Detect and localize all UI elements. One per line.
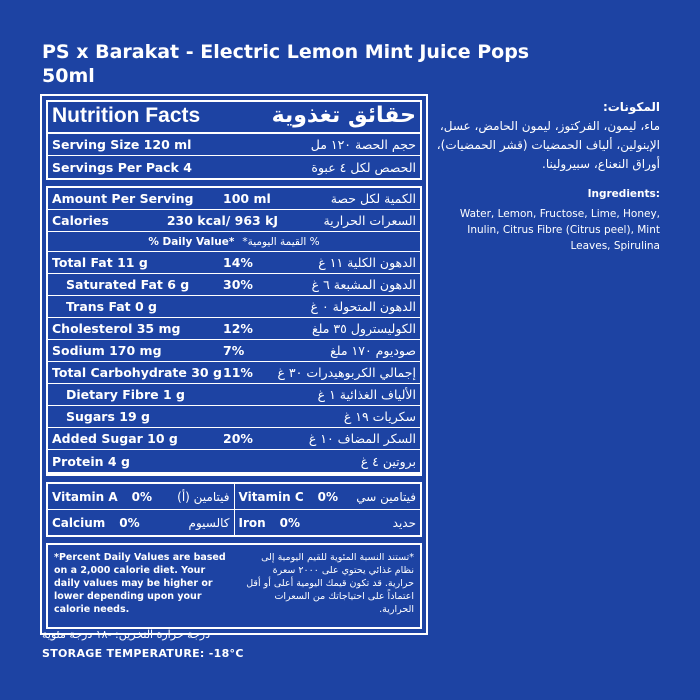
daily-value-header	[48, 232, 420, 252]
ingredients-english	[430, 186, 660, 254]
nutrient-label-ar: السكر المضاف ١٠ غ	[308, 431, 416, 446]
amount-per-serving-value: 100 ml	[223, 191, 271, 206]
amount-per-serving-row	[48, 188, 420, 210]
amount-per-serving-en: Amount Per Serving	[52, 191, 194, 206]
nutrient-label-ar: صوديوم ١٧٠ ملغ	[330, 343, 416, 358]
vitamin-label-ar: كالسيوم	[188, 515, 230, 530]
ingredients-heading-ar: المكونات:	[602, 100, 660, 114]
nutrient-label-ar: الألياف الغذائية ١ غ	[317, 387, 416, 402]
ingredients-text-ar: ماء، ليمون، الفركتوز، ليمون الحامض، عسل، الإينولين، ألياف الحمضيات (قشر الحمضيات)، أوراق النعناع، سبيرولينا.	[436, 119, 660, 171]
storage-temperature-en: STORAGE TEMPERATURE: -18°C	[42, 647, 244, 660]
vitamin-row	[48, 510, 420, 535]
nutrient-label-ar: الدهون الكلية ١١ غ	[318, 255, 416, 270]
nutrient-daily-value: 12%	[223, 321, 253, 336]
nutrient-label-en: Saturated Fat 6 g	[66, 277, 190, 292]
calories-label: Calories	[52, 213, 109, 228]
nutrition-heading-en: Nutrition Facts	[52, 103, 201, 127]
ingredients-heading-en: Ingredients:	[587, 188, 660, 200]
nutrient-label-en: Sodium 170 mg	[52, 343, 162, 358]
nutrition-header	[48, 102, 420, 134]
serving-size-en: Serving Size 120 ml	[52, 137, 192, 152]
vitamin-label-en: Vitamin C	[238, 489, 304, 504]
nutrient-daily-value: 7%	[223, 343, 245, 358]
vitamins-table	[46, 482, 422, 537]
nutrient-row	[48, 296, 420, 318]
servings-per-pack-ar: الحصص لكل ٤ عبوة	[311, 159, 416, 175]
nutrient-label-en: Added Sugar 10 g	[52, 431, 178, 446]
nutrition-facts-panel	[40, 94, 428, 635]
nutrient-daily-value: 30%	[223, 277, 253, 292]
nutrient-label-ar: الدهون المتحولة ٠ غ	[310, 299, 416, 314]
vitamin-row	[48, 484, 420, 510]
vitamin-label-en: Calcium	[52, 515, 106, 530]
vitamin-label-en: Vitamin A	[52, 489, 118, 504]
vitamin-label-ar: حديد	[392, 515, 416, 530]
amount-per-serving-ar: الكمية لكل حصة	[330, 191, 416, 206]
nutrient-daily-value: 11%	[223, 365, 253, 380]
servings-per-pack-en: Servings Per Pack 4	[52, 159, 192, 175]
vitamin-pct: 0%	[279, 515, 301, 530]
nutrient-label-en: Sugars 19 g	[66, 409, 150, 424]
nutrient-label-en: Protein 4 g	[52, 453, 130, 469]
nutrient-row	[48, 340, 420, 362]
nutrient-row	[48, 406, 420, 428]
daily-value-en: % Daily Value*	[148, 235, 235, 248]
nutrient-row	[48, 384, 420, 406]
nutrition-heading-ar: حقائق تغذوية	[271, 103, 416, 128]
nutrient-label-ar: بروتين ٤ غ	[360, 453, 416, 469]
nutrient-row	[48, 252, 420, 274]
vitamin-label-ar: فيتامين سي	[356, 489, 416, 504]
vitamin-label-ar: فيتامين (أ)	[177, 489, 230, 504]
nutrient-label-ar: الكوليسترول ٣٥ ملغ	[311, 321, 416, 336]
ingredients-text-en: Water, Lemon, Fructose, Lime, Honey, Inulin, Citrus Fibre (Citrus peel), Mint Leaves, Spirulina	[459, 208, 660, 252]
storage-info	[42, 628, 244, 660]
calories-ar: السعرات الحرارية	[323, 213, 416, 228]
vitamin-pct: 0%	[119, 515, 140, 530]
nutrient-label-en: Total Fat 11 g	[52, 255, 148, 270]
footnote-ar: *تستند النسبة المئوية للقيم اليومية إلى نظام غذائي يحتوي على ٢٠٠٠ سعرة حرارية. قد تكون قيمك اليومية أعلى أو أقل اعتماداً على احتياجاتك من السعرات الحرارية.	[246, 552, 414, 615]
calories-row	[48, 210, 420, 232]
nutrient-row	[48, 450, 420, 472]
nutrient-row	[48, 428, 420, 450]
nutrient-daily-value: 20%	[223, 431, 253, 446]
servings-per-pack-row	[48, 156, 420, 178]
vitamin-cell	[48, 510, 234, 535]
nutrient-row	[48, 274, 420, 296]
nutrient-label-en: Trans Fat 0 g	[66, 299, 158, 314]
nutrient-label-ar: سكريات ١٩ غ	[343, 409, 416, 424]
nutrient-label-en: Total Carbohydrate 30 g	[52, 365, 222, 380]
serving-size-row	[48, 134, 420, 156]
product-title	[42, 40, 530, 88]
footnote-en: *Percent Daily Values are based on a 2,000 calorie diet. Your daily values may be higher or lower depending upon your calorie needs.	[54, 552, 226, 615]
serving-size-ar: حجم الحصة ١٢٠ مل	[310, 137, 416, 152]
nutrient-row	[48, 318, 420, 340]
nutrient-row	[48, 362, 420, 384]
nutrient-table	[46, 186, 422, 476]
vitamin-cell	[234, 484, 421, 509]
vitamin-label-en: Iron	[238, 515, 266, 530]
storage-temperature-ar: درجة حرارة التخزين: -١٨ درجة مئوية	[42, 628, 210, 641]
product-name: PS x Barakat - Electric Lemon Mint Juice Pops	[42, 41, 530, 63]
product-volume: 50ml	[42, 65, 95, 87]
nutrient-label-ar: الدهون المشبعة ٦ غ	[311, 277, 416, 292]
vitamin-cell	[234, 510, 421, 535]
nutrition-main-box	[46, 100, 422, 180]
vitamin-pct: 0%	[131, 489, 153, 504]
daily-value-ar: % القيمة اليومية*	[242, 235, 320, 248]
vitamin-cell	[48, 484, 234, 509]
nutrient-label-en: Cholesterol 35 mg	[52, 321, 181, 336]
calories-value: 230 kcal/ 963 kJ	[166, 213, 279, 228]
vitamin-pct: 0%	[317, 489, 339, 504]
nutrient-daily-value: 14%	[223, 255, 253, 270]
ingredients-arabic	[430, 98, 660, 174]
nutrient-label-en: Dietary Fibre 1 g	[66, 387, 185, 402]
footnote-box	[46, 543, 422, 629]
nutrient-label-ar: إجمالي الكربوهيدرات ٣٠ غ	[277, 365, 416, 380]
